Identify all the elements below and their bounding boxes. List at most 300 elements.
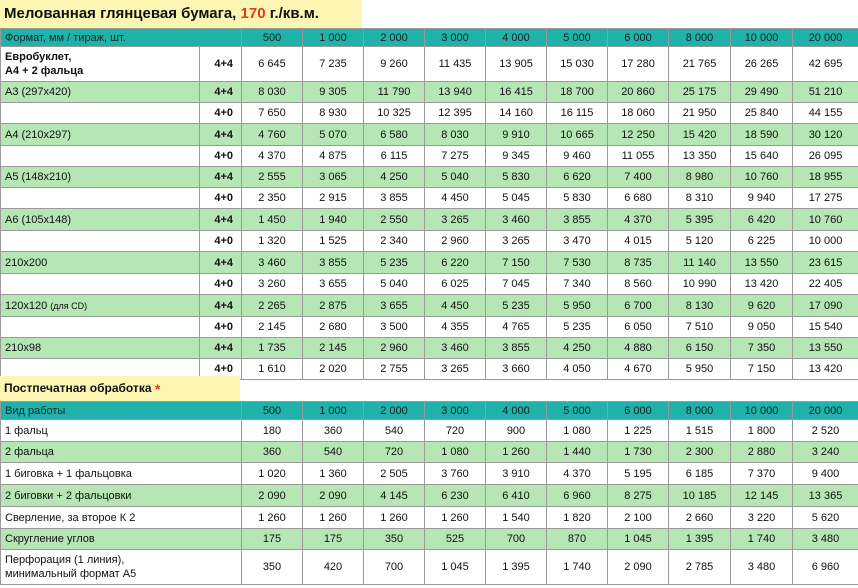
price-cell: 1 320 xyxy=(242,231,303,252)
row-format: А4 (210x297) xyxy=(1,124,200,146)
price-cell: 7 650 xyxy=(242,103,303,124)
price-cell: 15 030 xyxy=(547,47,608,82)
price-cell: 26 265 xyxy=(731,47,793,82)
row-print-type: 4+0 xyxy=(200,317,242,338)
price-cell: 6 645 xyxy=(242,47,303,82)
price-cell: 4 670 xyxy=(608,359,669,380)
column-header-format: Формат, мм / тираж, шт. xyxy=(1,29,242,47)
column-header-quantity: 20 000 xyxy=(793,29,858,47)
table-row xyxy=(1,103,858,124)
price-cell: 13 420 xyxy=(793,359,858,380)
price-cell: 12 395 xyxy=(425,103,486,124)
price-cell: 4 250 xyxy=(547,338,608,359)
price-cell: 20 860 xyxy=(608,82,669,103)
table-row xyxy=(1,442,858,463)
price-cell: 3 855 xyxy=(364,188,425,209)
price-cell: 1 940 xyxy=(303,209,364,231)
table-row xyxy=(1,146,858,167)
price-cell: 3 470 xyxy=(547,231,608,252)
price-cell: 2 680 xyxy=(303,317,364,338)
price-cell: 1 740 xyxy=(547,550,608,585)
price-cell: 1 800 xyxy=(731,420,793,442)
column-header-quantity: 1 000 xyxy=(303,29,364,47)
price-cell: 4 450 xyxy=(425,295,486,317)
row-print-type: 4+0 xyxy=(200,146,242,167)
table-row xyxy=(1,485,858,507)
price-cell: 1 225 xyxy=(608,420,669,442)
price-cell: 2 960 xyxy=(425,231,486,252)
price-cell: 18 590 xyxy=(731,124,793,146)
row-print-type: 4+0 xyxy=(200,359,242,380)
price-cell: 1 045 xyxy=(608,529,669,550)
price-cell: 9 940 xyxy=(731,188,793,209)
price-cell: 7 045 xyxy=(486,274,547,295)
paper-price-table xyxy=(0,28,858,380)
price-cell: 3 265 xyxy=(425,209,486,231)
column-header-quantity: 500 xyxy=(242,402,303,420)
price-cell: 4 050 xyxy=(547,359,608,380)
row-print-type: 4+0 xyxy=(200,103,242,124)
price-cell: 13 550 xyxy=(793,338,858,359)
row-print-type: 4+0 xyxy=(200,188,242,209)
price-cell: 175 xyxy=(242,529,303,550)
price-cell: 3 855 xyxy=(303,252,364,274)
price-cell: 8 030 xyxy=(425,124,486,146)
postprint-price-table xyxy=(0,401,858,585)
eurobooklet-line2: А4 + 2 фальца xyxy=(5,65,84,77)
price-cell: 2 550 xyxy=(364,209,425,231)
price-cell: 18 060 xyxy=(608,103,669,124)
price-cell: 11 055 xyxy=(608,146,669,167)
price-cell: 2 520 xyxy=(793,420,858,442)
row-work: 2 фальца xyxy=(1,442,242,463)
price-cell: 420 xyxy=(303,550,364,585)
price-cell: 3 855 xyxy=(547,209,608,231)
price-cell: 10 000 xyxy=(793,231,858,252)
price-cell: 21 765 xyxy=(669,47,731,82)
price-cell: 3 240 xyxy=(793,442,858,463)
price-cell: 2 875 xyxy=(303,295,364,317)
price-cell: 5 395 xyxy=(669,209,731,231)
row-print-type: 4+0 xyxy=(200,274,242,295)
work-line: Перфорация (1 линия), xyxy=(5,554,125,566)
row-print-type: 4+4 xyxy=(200,82,242,103)
price-cell: 3 265 xyxy=(425,359,486,380)
price-cell: 9 620 xyxy=(731,295,793,317)
price-cell: 7 370 xyxy=(731,463,793,485)
price-cell: 5 950 xyxy=(669,359,731,380)
price-cell: 18 700 xyxy=(547,82,608,103)
price-cell: 13 350 xyxy=(669,146,731,167)
price-cell: 720 xyxy=(364,442,425,463)
price-cell: 1 045 xyxy=(425,550,486,585)
table-row xyxy=(1,338,858,359)
price-cell: 51 210 xyxy=(793,82,858,103)
price-cell: 8 930 xyxy=(303,103,364,124)
column-header-quantity: 2 000 xyxy=(364,29,425,47)
price-cell: 11 140 xyxy=(669,252,731,274)
price-cell: 2 340 xyxy=(364,231,425,252)
price-cell: 15 640 xyxy=(731,146,793,167)
price-cell: 6 960 xyxy=(547,485,608,507)
postprint-title-text: Постпечатная обработка xyxy=(4,381,152,395)
price-cell: 1 260 xyxy=(364,507,425,529)
row-format xyxy=(1,317,200,338)
column-header-quantity: 8 000 xyxy=(669,402,731,420)
price-cell: 11 435 xyxy=(425,47,486,82)
price-cell: 8 030 xyxy=(242,82,303,103)
price-cell: 5 830 xyxy=(486,167,547,188)
price-cell: 7 530 xyxy=(547,252,608,274)
format-note: (для CD) xyxy=(50,300,88,311)
table-row xyxy=(1,188,858,209)
price-cell: 22 405 xyxy=(793,274,858,295)
price-cell: 1 260 xyxy=(242,507,303,529)
price-cell: 7 150 xyxy=(731,359,793,380)
price-cell: 1 260 xyxy=(486,442,547,463)
table-row xyxy=(1,295,858,317)
price-cell: 900 xyxy=(486,420,547,442)
price-cell: 17 090 xyxy=(793,295,858,317)
price-cell: 12 250 xyxy=(608,124,669,146)
price-cell: 13 420 xyxy=(731,274,793,295)
price-cell: 2 100 xyxy=(608,507,669,529)
price-cell: 5 620 xyxy=(793,507,858,529)
table-row xyxy=(1,463,858,485)
price-cell: 11 790 xyxy=(364,82,425,103)
price-cell: 525 xyxy=(425,529,486,550)
price-cell: 175 xyxy=(303,529,364,550)
price-cell: 1 735 xyxy=(242,338,303,359)
price-cell: 180 xyxy=(242,420,303,442)
page-title xyxy=(0,0,362,28)
row-work: 1 биговка + 1 фальцовка xyxy=(1,463,242,485)
price-cell: 12 145 xyxy=(731,485,793,507)
price-cell: 4 875 xyxy=(303,146,364,167)
price-cell: 2 300 xyxy=(669,442,731,463)
price-cell: 6 185 xyxy=(669,463,731,485)
price-cell: 7 350 xyxy=(731,338,793,359)
price-cell: 9 400 xyxy=(793,463,858,485)
price-cell: 8 275 xyxy=(608,485,669,507)
price-cell: 4 880 xyxy=(608,338,669,359)
price-cell: 4 015 xyxy=(608,231,669,252)
price-cell: 23 615 xyxy=(793,252,858,274)
price-cell: 9 050 xyxy=(731,317,793,338)
price-cell: 3 065 xyxy=(303,167,364,188)
column-header-quantity: 5 000 xyxy=(547,29,608,47)
table-row xyxy=(1,550,858,585)
price-cell: 2 265 xyxy=(242,295,303,317)
price-cell: 15 540 xyxy=(793,317,858,338)
price-cell: 7 235 xyxy=(303,47,364,82)
price-cell: 30 120 xyxy=(793,124,858,146)
column-header-quantity: 4 000 xyxy=(486,29,547,47)
price-cell: 14 160 xyxy=(486,103,547,124)
row-print-type: 4+4 xyxy=(200,252,242,274)
column-header-quantity: 5 000 xyxy=(547,402,608,420)
price-cell: 7 275 xyxy=(425,146,486,167)
price-cell: 540 xyxy=(303,442,364,463)
column-header-quantity: 3 000 xyxy=(425,402,486,420)
price-cell: 870 xyxy=(547,529,608,550)
price-cell: 13 940 xyxy=(425,82,486,103)
row-format xyxy=(1,103,200,124)
price-cell: 1 820 xyxy=(547,507,608,529)
row-format: А5 (148x210) xyxy=(1,167,200,188)
price-cell: 10 665 xyxy=(547,124,608,146)
column-header-quantity: 2 000 xyxy=(364,402,425,420)
price-cell: 6 580 xyxy=(364,124,425,146)
price-cell: 360 xyxy=(303,420,364,442)
price-cell: 18 955 xyxy=(793,167,858,188)
price-cell: 1 525 xyxy=(303,231,364,252)
column-header-quantity: 8 000 xyxy=(669,29,731,47)
price-cell: 4 765 xyxy=(486,317,547,338)
row-work xyxy=(1,550,242,585)
table-row xyxy=(1,317,858,338)
row-print-type: 4+4 xyxy=(200,338,242,359)
row-print-type: 4+4 xyxy=(200,209,242,231)
price-cell: 42 695 xyxy=(793,47,858,82)
price-cell: 5 235 xyxy=(364,252,425,274)
price-cell: 9 345 xyxy=(486,146,547,167)
price-cell: 4 370 xyxy=(547,463,608,485)
price-cell: 4 370 xyxy=(608,209,669,231)
table-row xyxy=(1,274,858,295)
price-cell: 6 115 xyxy=(364,146,425,167)
price-cell: 8 560 xyxy=(608,274,669,295)
price-cell: 4 370 xyxy=(242,146,303,167)
row-print-type: 4+4 xyxy=(200,295,242,317)
title-text: Мелованная глянцевая бумага, xyxy=(4,5,241,22)
price-cell: 1 260 xyxy=(303,507,364,529)
row-work: Сверление, за второе К 2 xyxy=(1,507,242,529)
price-cell: 3 660 xyxy=(486,359,547,380)
column-header-quantity: 6 000 xyxy=(608,402,669,420)
price-cell: 2 960 xyxy=(364,338,425,359)
price-cell: 8 980 xyxy=(669,167,731,188)
price-cell: 7 400 xyxy=(608,167,669,188)
row-format xyxy=(1,274,200,295)
price-cell: 3 760 xyxy=(425,463,486,485)
price-cell: 6 410 xyxy=(486,485,547,507)
eurobooklet-line1: Евробуклет, xyxy=(5,51,72,63)
price-cell: 2 090 xyxy=(608,550,669,585)
price-cell: 3 655 xyxy=(303,274,364,295)
table-row xyxy=(1,231,858,252)
price-cell: 8 735 xyxy=(608,252,669,274)
row-print-type: 4+4 xyxy=(200,167,242,188)
footnote-star: * xyxy=(154,381,161,397)
price-cell: 6 960 xyxy=(793,550,858,585)
table-row xyxy=(1,209,858,231)
price-cell: 10 760 xyxy=(793,209,858,231)
price-cell: 5 040 xyxy=(425,167,486,188)
price-cell: 2 505 xyxy=(364,463,425,485)
price-cell: 3 460 xyxy=(486,209,547,231)
price-cell: 700 xyxy=(486,529,547,550)
price-cell: 2 090 xyxy=(303,485,364,507)
price-cell: 3 460 xyxy=(242,252,303,274)
price-cell: 2 145 xyxy=(242,317,303,338)
price-cell: 1 260 xyxy=(425,507,486,529)
price-cell: 1 395 xyxy=(669,529,731,550)
price-cell: 5 040 xyxy=(364,274,425,295)
price-cell: 1 540 xyxy=(486,507,547,529)
column-header-quantity: 20 000 xyxy=(793,402,858,420)
price-cell: 3 260 xyxy=(242,274,303,295)
price-cell: 5 235 xyxy=(547,317,608,338)
table-row xyxy=(1,529,858,550)
row-format xyxy=(1,146,200,167)
price-cell: 25 175 xyxy=(669,82,731,103)
price-cell: 5 045 xyxy=(486,188,547,209)
postprint-header-row xyxy=(1,402,858,420)
price-cell: 15 420 xyxy=(669,124,731,146)
column-header-quantity: 10 000 xyxy=(731,29,793,47)
price-cell: 26 095 xyxy=(793,146,858,167)
price-cell: 17 280 xyxy=(608,47,669,82)
price-cell: 1 730 xyxy=(608,442,669,463)
price-cell: 350 xyxy=(242,550,303,585)
table-row xyxy=(1,124,858,146)
row-format xyxy=(1,188,200,209)
row-format: А6 (105x148) xyxy=(1,209,200,231)
price-cell: 29 490 xyxy=(731,82,793,103)
price-cell: 13 365 xyxy=(793,485,858,507)
price-cell: 5 950 xyxy=(547,295,608,317)
price-cell: 1 610 xyxy=(242,359,303,380)
row-work: 2 биговки + 2 фальцовки xyxy=(1,485,242,507)
price-cell: 21 950 xyxy=(669,103,731,124)
table-row xyxy=(1,420,858,442)
price-cell: 1 515 xyxy=(669,420,731,442)
price-cell: 7 340 xyxy=(547,274,608,295)
price-cell: 4 145 xyxy=(364,485,425,507)
price-cell: 1 740 xyxy=(731,529,793,550)
price-cell: 700 xyxy=(364,550,425,585)
price-cell: 6 220 xyxy=(425,252,486,274)
price-cell: 4 760 xyxy=(242,124,303,146)
price-cell: 3 910 xyxy=(486,463,547,485)
work-line: минимальный формат А5 xyxy=(5,568,137,580)
price-cell: 3 855 xyxy=(486,338,547,359)
price-cell: 6 420 xyxy=(731,209,793,231)
price-cell: 6 050 xyxy=(608,317,669,338)
price-cell: 10 990 xyxy=(669,274,731,295)
table-row xyxy=(1,82,858,103)
price-cell: 7 510 xyxy=(669,317,731,338)
paper-header-row xyxy=(1,29,858,47)
price-cell: 2 145 xyxy=(303,338,364,359)
price-cell: 5 830 xyxy=(547,188,608,209)
price-cell: 2 555 xyxy=(242,167,303,188)
price-cell: 4 250 xyxy=(364,167,425,188)
row-format: А3 (297x420) xyxy=(1,82,200,103)
price-cell: 540 xyxy=(364,420,425,442)
price-cell: 5 235 xyxy=(486,295,547,317)
price-cell: 2 090 xyxy=(242,485,303,507)
price-cell: 13 550 xyxy=(731,252,793,274)
table-row xyxy=(1,252,858,274)
price-cell: 2 785 xyxy=(669,550,731,585)
price-cell: 6 680 xyxy=(608,188,669,209)
price-cell: 3 265 xyxy=(486,231,547,252)
column-header-quantity: 10 000 xyxy=(731,402,793,420)
column-header-quantity: 3 000 xyxy=(425,29,486,47)
price-cell: 4 355 xyxy=(425,317,486,338)
price-cell: 5 120 xyxy=(669,231,731,252)
price-cell: 1 450 xyxy=(242,209,303,231)
price-cell: 3 460 xyxy=(425,338,486,359)
price-cell: 9 305 xyxy=(303,82,364,103)
format-label: 120x120 xyxy=(5,299,48,312)
price-cell: 10 325 xyxy=(364,103,425,124)
price-cell: 1 020 xyxy=(242,463,303,485)
price-cell: 2 350 xyxy=(242,188,303,209)
price-cell: 9 460 xyxy=(547,146,608,167)
price-cell: 9 910 xyxy=(486,124,547,146)
price-cell: 4 450 xyxy=(425,188,486,209)
title-unit: г./кв.м. xyxy=(265,5,319,22)
price-cell: 6 620 xyxy=(547,167,608,188)
table-row xyxy=(1,47,858,82)
price-cell: 5 070 xyxy=(303,124,364,146)
row-format xyxy=(1,231,200,252)
title-density: 170 xyxy=(240,5,266,22)
price-cell: 6 230 xyxy=(425,485,486,507)
price-cell: 1 360 xyxy=(303,463,364,485)
price-cell: 2 020 xyxy=(303,359,364,380)
price-cell: 2 660 xyxy=(669,507,731,529)
price-cell: 3 480 xyxy=(793,529,858,550)
price-cell: 1 440 xyxy=(547,442,608,463)
price-cell: 13 905 xyxy=(486,47,547,82)
price-cell: 6 225 xyxy=(731,231,793,252)
price-cell: 2 755 xyxy=(364,359,425,380)
price-cell: 720 xyxy=(425,420,486,442)
price-cell: 8 310 xyxy=(669,188,731,209)
postprint-title xyxy=(0,376,240,401)
price-cell: 9 260 xyxy=(364,47,425,82)
price-cell: 10 185 xyxy=(669,485,731,507)
price-cell: 17 275 xyxy=(793,188,858,209)
row-print-type: 4+4 xyxy=(200,47,242,82)
price-cell: 8 130 xyxy=(669,295,731,317)
price-cell: 16 115 xyxy=(547,103,608,124)
price-cell: 1 080 xyxy=(425,442,486,463)
row-format: 210x98 xyxy=(1,338,200,359)
price-cell: 6 150 xyxy=(669,338,731,359)
row-print-type: 4+0 xyxy=(200,231,242,252)
price-cell: 3 500 xyxy=(364,317,425,338)
row-work: Скругление углов xyxy=(1,529,242,550)
row-format-eurobooklet xyxy=(1,47,200,82)
price-cell: 6 025 xyxy=(425,274,486,295)
price-cell: 3 480 xyxy=(731,550,793,585)
column-header-quantity: 500 xyxy=(242,29,303,47)
price-cell: 3 220 xyxy=(731,507,793,529)
price-cell: 360 xyxy=(242,442,303,463)
price-cell: 5 195 xyxy=(608,463,669,485)
column-header-work: Вид работы xyxy=(1,402,242,420)
row-format: 210x200 xyxy=(1,252,200,274)
table-row xyxy=(1,167,858,188)
row-print-type: 4+4 xyxy=(200,124,242,146)
price-cell: 16 415 xyxy=(486,82,547,103)
column-header-quantity: 4 000 xyxy=(486,402,547,420)
